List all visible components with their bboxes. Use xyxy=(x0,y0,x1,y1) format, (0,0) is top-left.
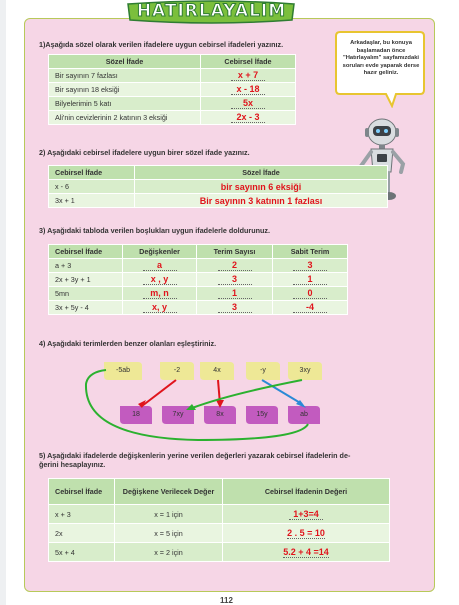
term-top: -5ab xyxy=(115,367,130,374)
table-header-row xyxy=(49,479,390,505)
table-row xyxy=(49,69,296,83)
q2-prompt: 2) Aşağıdaki cebirsel ifadelere uygun birer sözel ifade yazınız. xyxy=(39,148,250,157)
q5-answer-cell xyxy=(223,524,390,543)
q3-expr-cell: a + 3 xyxy=(49,259,123,273)
page-number: 112 xyxy=(220,596,233,605)
q3-vars-cell xyxy=(123,273,197,287)
q5-header-expr: Cebirsel İfade xyxy=(49,479,115,505)
handwritten-answer: x , y xyxy=(143,274,177,285)
table-row xyxy=(49,505,390,524)
table-row xyxy=(49,111,296,125)
match-line-ab xyxy=(86,370,308,440)
q3-expr-cell: 3x + 5y - 4 xyxy=(49,301,123,315)
q2-expr-cell: 3x + 1 xyxy=(49,194,135,208)
q1-verbal-cell: Bir sayının 7 fazlası xyxy=(49,69,201,83)
handwritten-answer: 3 xyxy=(293,260,327,271)
handwritten-answer: 5.2 + 4 =14 xyxy=(283,546,329,557)
handwritten-answer: 2 xyxy=(218,260,252,271)
q5-expr-cell: 2x xyxy=(49,524,115,543)
q3-terms-cell xyxy=(197,301,273,315)
table-row xyxy=(49,273,348,287)
term-top: 4x xyxy=(213,367,221,374)
handwritten-answer: 2 . 5 = 10 xyxy=(287,527,325,538)
table-row xyxy=(49,180,388,194)
q5-given-cell: x = 2 için xyxy=(115,543,223,562)
table-header-row xyxy=(49,245,348,259)
speech-text: Arkadaşlar, bu konuya başlamadan önce "Hatırlayalım" sayfamızdaki soruları evde yaparak derse hazır geliniz. xyxy=(342,40,420,76)
q3-const-cell xyxy=(273,259,348,273)
q3-expr-cell: 5mn xyxy=(49,287,123,301)
q2-header-expr: Cebirsel İfade xyxy=(49,166,135,180)
q2-header-verbal: Sözel İfade xyxy=(135,166,388,180)
q5-header-value: Cebirsel İfadenin Değeri xyxy=(223,479,390,505)
handwritten-answer: 0 xyxy=(293,288,327,299)
q5-given-cell: x = 1 için xyxy=(115,505,223,524)
q5-prompt-line2: ğerini hesaplayınız. xyxy=(39,460,106,469)
q3-terms-cell xyxy=(197,259,273,273)
term-bottom: ab xyxy=(300,411,308,418)
handwritten-answer: 2x - 3 xyxy=(231,112,265,123)
handwritten-answer: x - 18 xyxy=(231,84,265,95)
q1-verbal-cell: Bir sayının 18 eksiği xyxy=(49,83,201,97)
q3-header-terms: Terim Sayısı xyxy=(197,245,273,259)
q2-table xyxy=(48,165,388,208)
table-row xyxy=(49,543,390,562)
q5-table xyxy=(48,478,390,562)
term-top: 3xy xyxy=(299,367,311,374)
q3-header-const: Sabit Terim xyxy=(273,245,348,259)
handwritten-answer: x, y xyxy=(143,302,177,313)
q5-prompt-line1: 5) Aşağıdaki ifadelerde değişkenlerin yerine verilen değerleri yazarak cebirsel ifadelerin de- xyxy=(39,451,351,460)
page-edge xyxy=(0,0,6,605)
q1-verbal-cell: Bilyelerimin 5 katı xyxy=(49,97,201,111)
term-top: -y xyxy=(260,367,266,374)
q3-vars-cell xyxy=(123,287,197,301)
table-header-row xyxy=(49,166,388,180)
handwritten-answer: Bir sayının 3 katının 1 fazlası xyxy=(199,195,323,206)
handwritten-answer: m, n xyxy=(143,288,177,299)
q5-answer-cell xyxy=(223,505,390,524)
q3-terms-cell xyxy=(197,287,273,301)
q3-prompt: 3) Aşağıdaki tabloda verilen boşlukları uygun ifadelerle doldurunuz. xyxy=(39,226,270,235)
q3-const-cell xyxy=(273,287,348,301)
q5-header-given: Değişkene Verilecek Değer xyxy=(115,479,223,505)
table-row xyxy=(49,524,390,543)
q3-const-cell xyxy=(273,301,348,315)
q5-expr-cell: 5x + 4 xyxy=(49,543,115,562)
table-row xyxy=(49,259,348,273)
q2-expr-cell: x - 6 xyxy=(49,180,135,194)
handwritten-answer: 3 xyxy=(218,274,252,285)
term-bottom: 15y xyxy=(256,411,268,418)
q5-given-cell: x = 5 için xyxy=(115,524,223,543)
q2-answer-cell xyxy=(135,180,388,194)
q3-terms-cell xyxy=(197,273,273,287)
q3-header-vars: Değişkenler xyxy=(123,245,197,259)
q1-table xyxy=(48,54,296,125)
handwritten-answer: 1+3=4 xyxy=(289,509,323,520)
term-bottom: 18 xyxy=(132,411,140,418)
q1-header-verbal: Sözel İfade xyxy=(49,55,201,69)
q1-verbal-cell: Ali'nin cevizlerinin 2 katının 3 eksiği xyxy=(49,111,201,125)
q4-prompt: 4) Aşağıdaki terimlerden benzer olanları eşleştiriniz. xyxy=(39,339,217,348)
q1-answer-cell xyxy=(201,97,296,111)
term-bottom: 7xy xyxy=(172,411,184,418)
handwritten-answer: 1 xyxy=(293,274,327,285)
q3-const-cell xyxy=(273,273,348,287)
term-bottom: 8x xyxy=(216,411,224,418)
banner-title: HATIRLAYALIM xyxy=(136,1,287,21)
q2-answer-cell xyxy=(135,194,388,208)
table-row xyxy=(49,287,348,301)
handwritten-answer: a xyxy=(143,260,177,271)
handwritten-answer: -4 xyxy=(293,302,327,313)
q1-prompt: 1)Aşağıda sözel olarak verilen ifadelere uygun cebirsel ifadeleri yazınız. xyxy=(39,40,284,49)
q3-vars-cell xyxy=(123,259,197,273)
q1-answer-cell xyxy=(201,69,296,83)
handwritten-answer: bir sayının 6 eksiği xyxy=(220,181,302,192)
term-top: -2 xyxy=(173,367,181,374)
q3-table xyxy=(48,244,348,315)
q1-answer-cell xyxy=(201,83,296,97)
q5-answer-cell xyxy=(223,543,390,562)
match-line-constant xyxy=(142,380,176,406)
q3-expr-cell: 2x + 3y + 1 xyxy=(49,273,123,287)
table-header-row xyxy=(49,55,296,69)
q1-answer-cell xyxy=(201,111,296,125)
handwritten-answer: 5x xyxy=(231,98,265,109)
table-row xyxy=(49,97,296,111)
handwritten-answer: 3 xyxy=(218,302,252,313)
table-row xyxy=(49,194,388,208)
q3-header-expr: Cebirsel İfade xyxy=(49,245,123,259)
table-row xyxy=(49,83,296,97)
handwritten-answer: 1 xyxy=(218,288,252,299)
q3-vars-cell xyxy=(123,301,197,315)
q1-header-algebraic: Cebirsel İfade xyxy=(201,55,296,69)
table-row xyxy=(49,301,348,315)
q5-expr-cell: x + 3 xyxy=(49,505,115,524)
handwritten-answer: x + 7 xyxy=(231,70,265,81)
title-banner xyxy=(124,0,299,24)
